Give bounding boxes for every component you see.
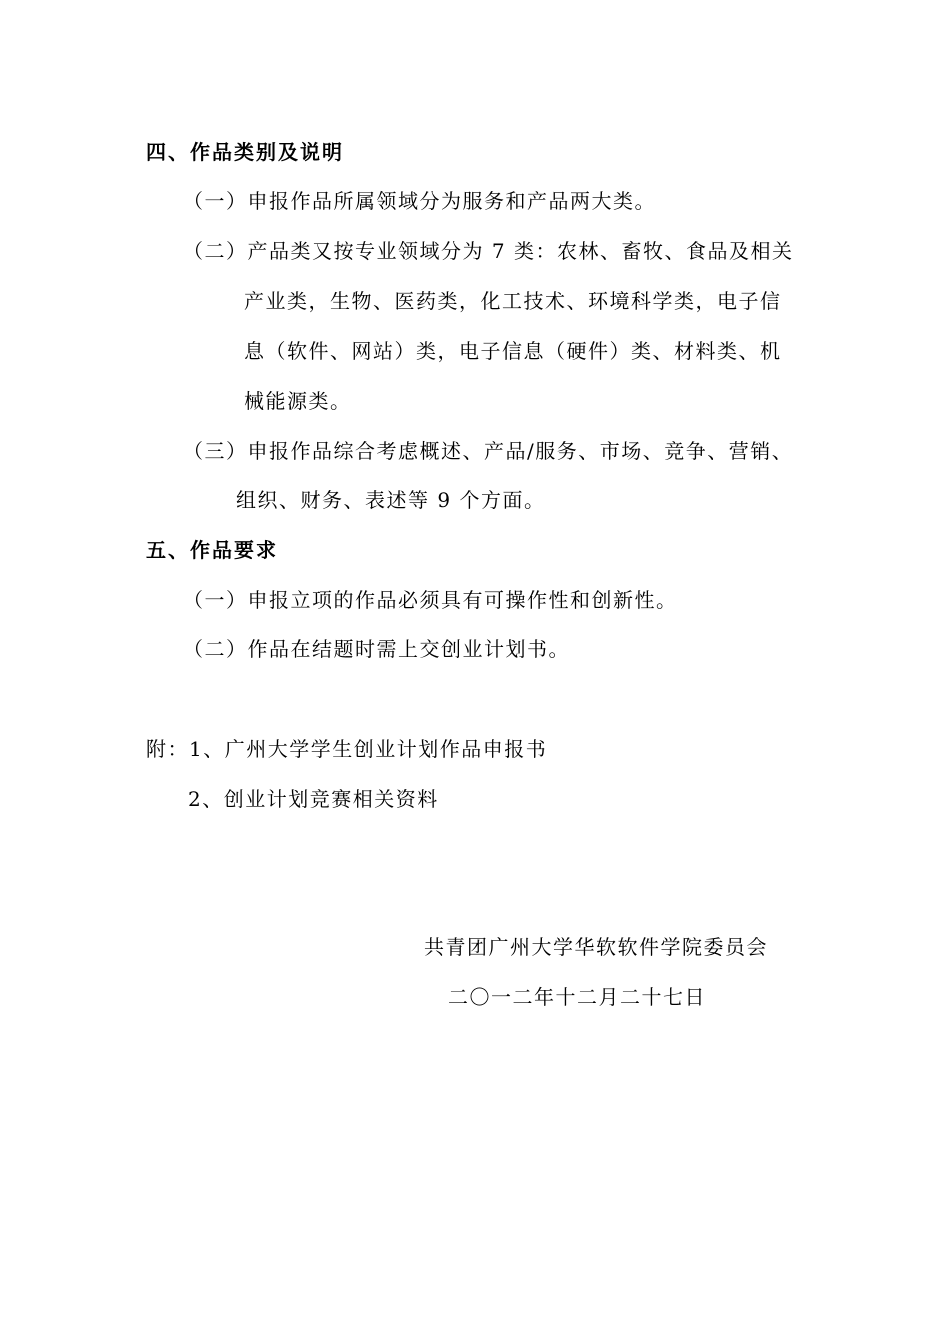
- section-4-item-2-line-1: （二）产品类又按专业领域分为 7 类：农林、畜牧、食品及相关: [183, 239, 794, 263]
- section-4-item-2-line-3: 息（软件、网站）类，电子信息（硬件）类、材料类、机: [244, 339, 782, 363]
- section-4-item-2-line-4: 械能源类。: [244, 389, 352, 413]
- section-5-item-1: （一）申报立项的作品必须具有可操作性和创新性。: [183, 588, 678, 612]
- section-4-title: 四、作品类别及说明: [146, 140, 344, 164]
- section-4-item-3-line-1: （三）申报作品综合考虑概述、产品/服务、市场、竞争、营销、: [183, 439, 794, 463]
- section-5-title: 五、作品要求: [146, 538, 278, 562]
- section-5-item-2: （二）作品在结题时需上交创业计划书。: [183, 637, 570, 661]
- signature-organization: 共青团广州大学华软软件学院委员会: [424, 935, 768, 959]
- attachment-line-2: 2、创业计划竞赛相关资料: [188, 787, 439, 811]
- signature-date: 二〇一二年十二月二十七日: [448, 985, 706, 1009]
- section-4-item-2-line-2: 产业类，生物、医药类，化工技术、环境科学类，电子信: [244, 289, 782, 313]
- attachment-line-1: 附：1、广州大学学生创业计划作品申报书: [146, 737, 548, 761]
- section-4-item-1: （一）申报作品所属领域分为服务和产品两大类。: [183, 189, 656, 213]
- section-4-item-3-line-2: 组织、财务、表述等 9 个方面。: [236, 488, 546, 512]
